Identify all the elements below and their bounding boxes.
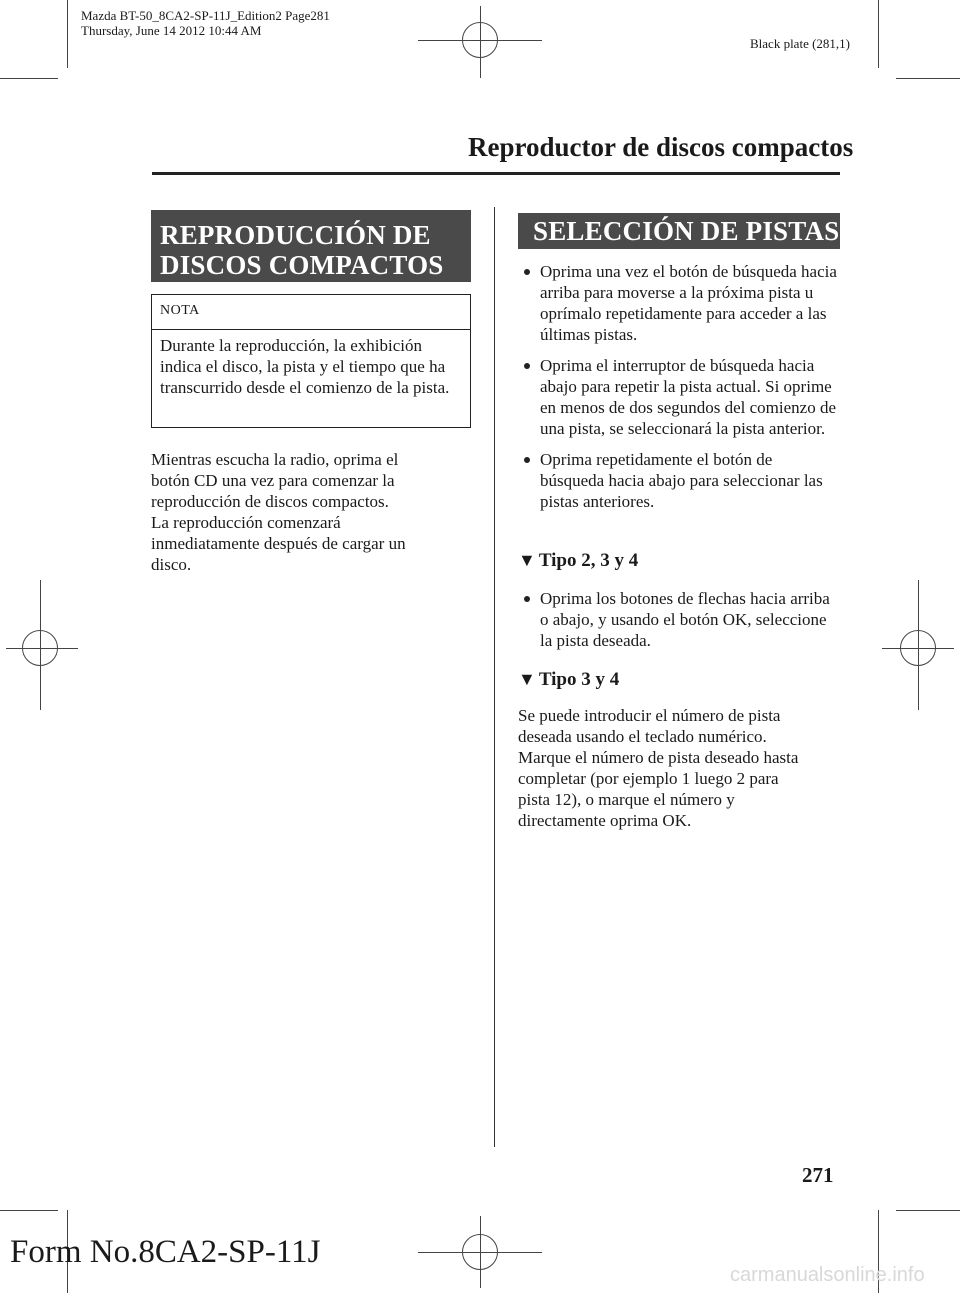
- page-number: 271: [802, 1163, 834, 1187]
- paragraph-line: Se puede introducir el número de pista: [518, 706, 781, 725]
- subheading-text: Tipo 3 y 4: [538, 669, 620, 690]
- subheading-tipo-34: [518, 669, 619, 691]
- registration-line: [40, 580, 41, 710]
- print-header-meta: [81, 8, 330, 38]
- note-box: [151, 294, 471, 428]
- list-item: Oprima una vez el botón de búsqueda hacia arriba para moverse a la próxima pista u oprímalo repetidamente para acceder a las últimas pistas.: [518, 261, 840, 345]
- heading-reproduccion: [151, 210, 471, 282]
- paragraph-line: directamente oprima OK.: [518, 811, 692, 830]
- paragraph-line: reproducción de discos compactos.: [151, 492, 389, 511]
- plate-label: Black plate (281,1): [750, 36, 850, 51]
- heading-seleccion: SELECCIÓN DE PISTAS: [518, 213, 840, 249]
- header-rule: [152, 172, 840, 175]
- paragraph-line: disco.: [151, 555, 192, 574]
- form-number: Form No.8CA2-SP-11J: [10, 1234, 321, 1270]
- registration-line: [882, 648, 954, 649]
- column-divider: [494, 207, 495, 1147]
- note-text: Durante la reproducción, la exhibición indica el disco, la pista y el tiempo que ha transcurrido desde el comienzo de la pista.: [160, 336, 450, 397]
- tipo-234-list: [518, 588, 840, 661]
- registration-line: [480, 1216, 481, 1288]
- registration-line: [480, 6, 481, 78]
- subheading-text: Tipo 2, 3 y 4: [538, 550, 639, 571]
- paragraph-line: deseada usando el teclado numérico.: [518, 727, 767, 746]
- paragraph-line: inmediatamente después de cargar un: [151, 534, 406, 553]
- list-item: Oprima los botones de flechas hacia arriba o abajo, y usando el botón OK, seleccione la pista deseada.: [518, 588, 840, 651]
- paragraph-line: Mientras escucha la radio, oprima el: [151, 450, 399, 469]
- note-label: NOTA: [152, 295, 470, 330]
- print-meta-line2: Thursday, June 14 2012 10:44 AM: [81, 23, 262, 38]
- triangle-down-icon: ▼: [518, 550, 536, 570]
- crop-mark-line: [896, 78, 960, 79]
- crop-mark-line: [896, 1210, 960, 1211]
- watermark: carmanualsonline.info: [730, 1264, 925, 1286]
- paragraph-line: botón CD una vez para comenzar la: [151, 471, 395, 490]
- crop-mark-line: [878, 0, 879, 68]
- paragraph-line: La reproducción comenzará: [151, 513, 341, 532]
- heading-line: REPRODUCCIÓN DE: [160, 220, 431, 250]
- triangle-down-icon: ▼: [518, 669, 536, 689]
- tipo-34-paragraph: [518, 705, 840, 831]
- crop-mark-line: [0, 1210, 58, 1211]
- intro-paragraph: [151, 449, 471, 575]
- track-selection-list: [518, 261, 840, 522]
- registration-line: [6, 648, 78, 649]
- list-item: Oprima el interruptor de búsqueda hacia abajo para repetir la pista actual. Si oprime en menos de dos segundos del comienzo de una pista, se seleccionará la pista anterior.: [518, 355, 840, 439]
- paragraph-line: pista 12), o marque el número y: [518, 790, 735, 809]
- paragraph-line: Marque el número de pista deseado hasta: [518, 748, 799, 767]
- crop-mark-line: [67, 0, 68, 68]
- print-meta-line1: Mazda BT-50_8CA2-SP-11J_Edition2 Page281: [81, 8, 330, 23]
- registration-line: [918, 580, 919, 710]
- heading-line: DISCOS COMPACTOS: [160, 250, 444, 280]
- list-item: Oprima repetidamente el botón de búsqueda hacia abajo para seleccionar las pistas anteriores.: [518, 449, 840, 512]
- paragraph-line: completar (por ejemplo 1 luego 2 para: [518, 769, 779, 788]
- crop-mark-line: [0, 78, 58, 79]
- section-title: Reproductor de discos compactos: [468, 132, 854, 162]
- subheading-tipo-234: [518, 550, 638, 572]
